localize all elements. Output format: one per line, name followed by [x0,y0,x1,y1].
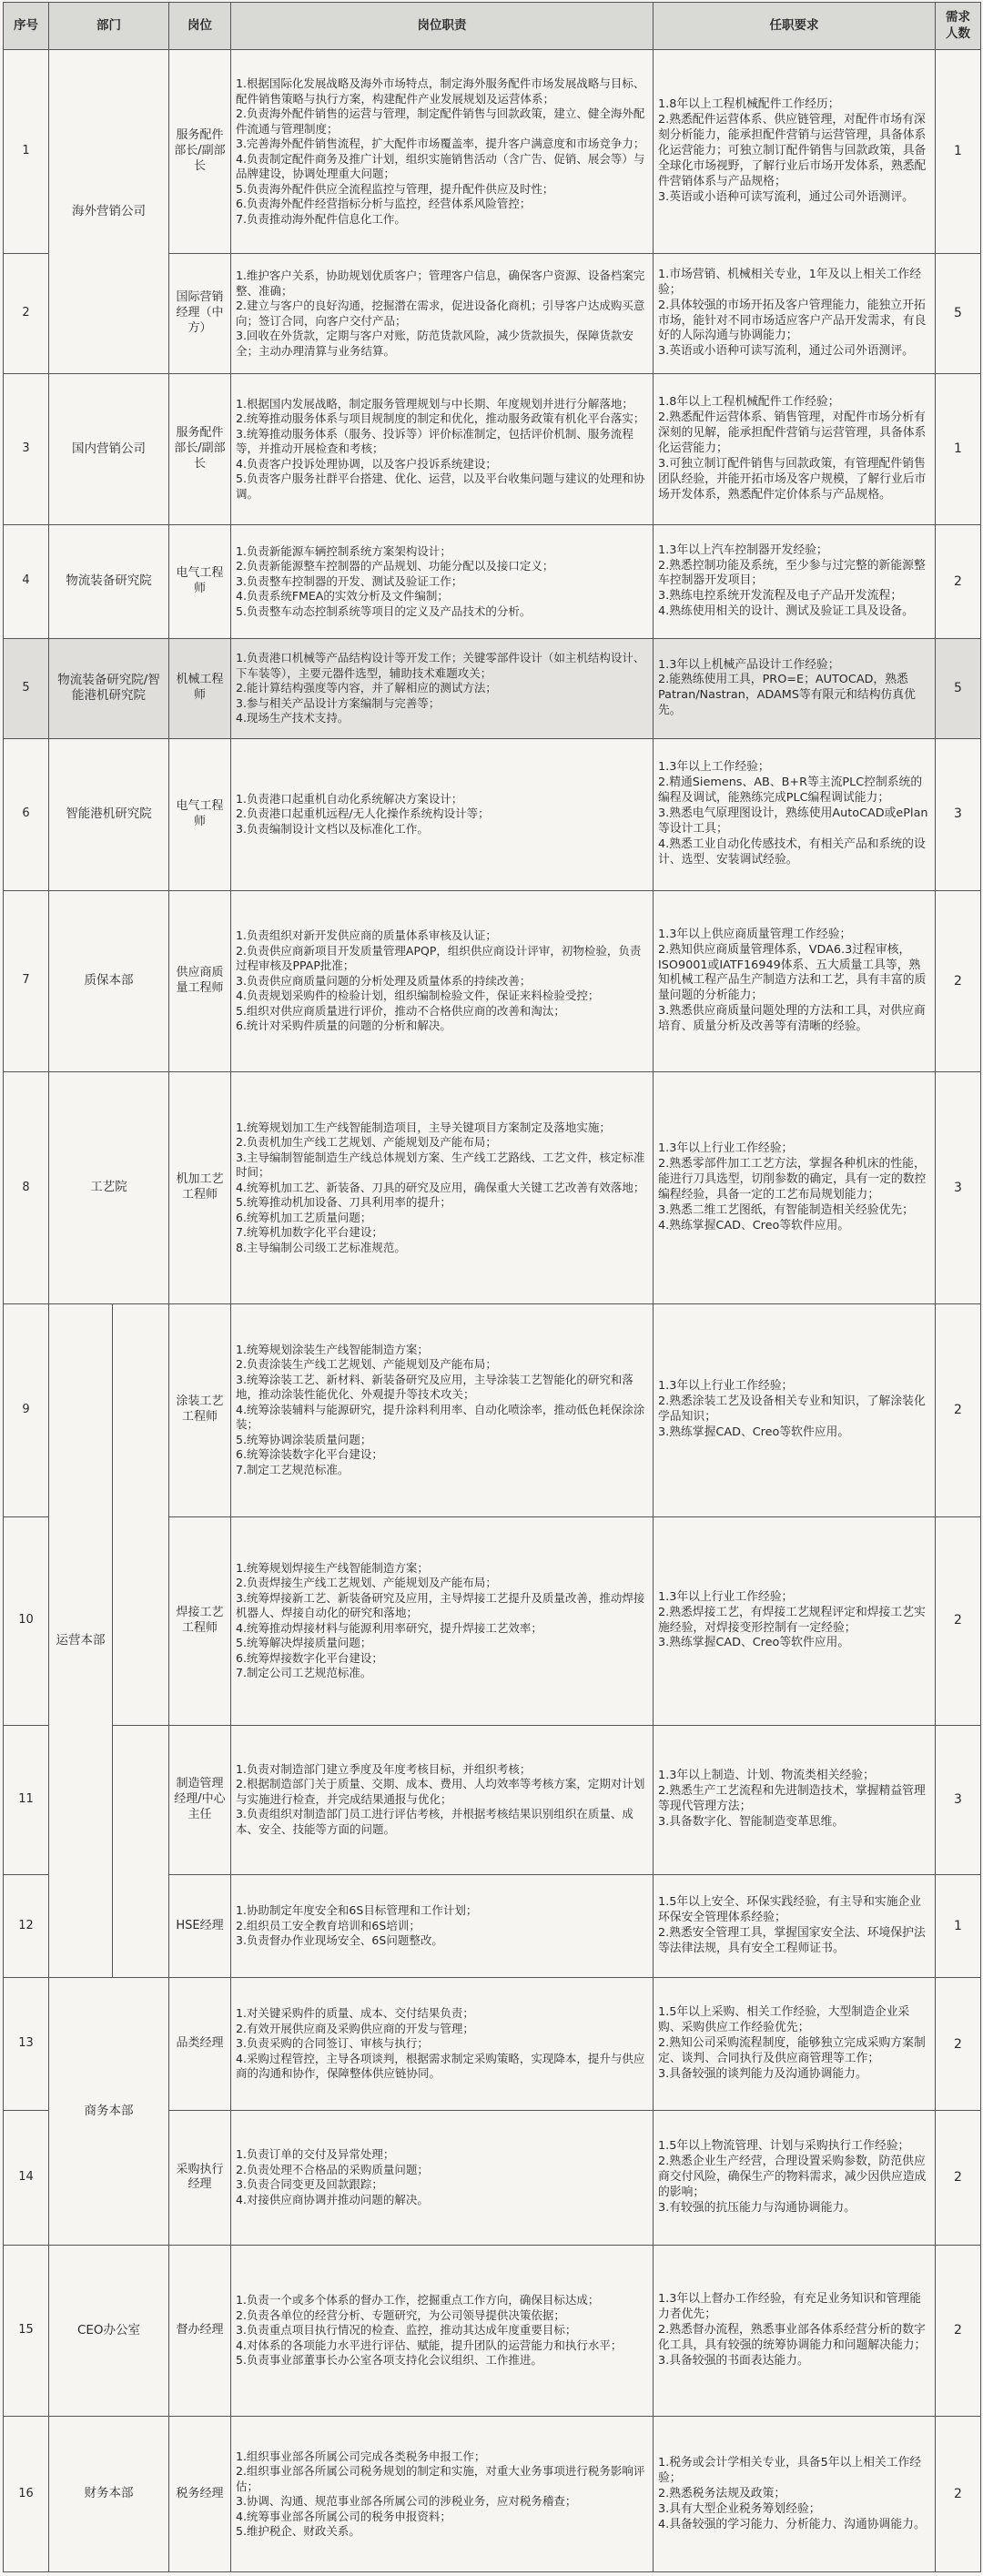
row-number: 15 [4,2245,49,2417]
table-row [4,374,981,525]
headcount-cell: 5 [936,639,981,739]
headcount-cell: 2 [936,2417,981,2572]
table-row [4,1978,981,2111]
requirements-cell: 1.3年以上工作经验； 2.精通Siemens、AB、B+R等主流PLC控制系统的编程及调试，能熟练完成PLC编程调试能力； 3.熟悉电气原理图设计，熟练使用AutoCAD或ePlan等设计工具； 4.熟悉工业自动化传感技术，有相关产品和系统的设计、选型、安装调试经验。 [654,738,936,890]
duties-cell: 1.负责组织对新开发供应商的质量体系审核及认证； 2.负责供应商新项目开发质量管理APQP，组织供应商设计评审，初物检验，负责过程审核及PPAP批准； 3.负责供应商质量问题的分析处理及质量体系的持续改善； 4.负责规划采购件的检验计划，组织编制检验文件，保证来料检验受控； 5.组织对供应商质量进行评价，推动不合格供应商的改善和淘汰； 6.统计对采购件质量的问题的分析和解决。 [231,890,654,1072]
table-row [4,2417,981,2572]
department-cell: 智能港机研究院 [49,738,169,890]
duties-cell: 1.负责一个或多个体系的督办工作，挖掘重点工作方向，确保目标达成； 2.负责各单位的经营分析、专题研究，为公司领导提供决策依据； 3.负责重点项目执行情况的检查、监控，推动其达成年度重要目标； 4.对体系的各项能力水平进行评估、赋能，提升团队的运营能力和执行水平； 5.负责事业部董事长办公室各项支持化会议组织、工作推进。 [231,2245,654,2417]
requirements-cell: 1.3年以上行业工作经验； 2.熟悉焊接工艺，有焊接工艺规程评定和焊接工艺实施经验，对焊接变形控制有一定经验； 3.熟练掌握CAD、Creo等软件应用。 [654,1516,936,1725]
header-requirements: 任职要求 [654,3,936,50]
row-number: 3 [4,374,49,525]
position-cell: 税务经理 [169,2417,231,2572]
sub-department-cell [113,1303,169,1725]
row-number: 2 [4,254,49,374]
requirements-cell: 1.3年以上供应商质量管理工作经验； 2.熟知供应商质量管理体系，VDA6.3过程审核，ISO9001或IATF16949体系、五大质量工具等，熟知机械工程产品生产制造方法和工艺，具有丰富的质量问题的分析能力； 3.熟悉供应商质量问题处理的方法和工具，对供应商培育、质量分析及改善等有清晰的经验。 [654,890,936,1072]
requirements-cell: 1.3年以上汽车控制器开发经验； 2.熟悉控制功能及系统，至少参与过完整的新能源整车控制器开发项目； 3.熟练电控系统开发流程及电子产品开发流程； 4.熟练使用相关的设计、测试及验证工具及设备。 [654,524,936,638]
duties-cell: 1.负责订单的交付及异常处理； 2.负责处理不合格品的采购质量问题； 3.负责合同变更及回款跟踪； 4.对接供应商协调并推动问题的解决。 [231,2111,654,2245]
row-number: 10 [4,1516,49,1725]
job-requirements-table [3,2,981,2572]
duties-cell: 1.负责对制造部门建立季度及年度考核目标，并组织考核； 2.根据制造部门关于质量、交期、成本、费用、人均效率等考核方案，定期对计划与实施进行检查，并完成结果通报与优化； 3.负责组织对制造部门员工进行评估考核，并根据考核结果识别组织在质量、成本、安全、技能等方面的问题。 [231,1725,654,1874]
position-cell: 采购执行经理 [169,2111,231,2245]
requirements-cell: 1.8年以上工程机械配件工作经验； 2.熟悉配件运营体系、销售管理，对配件市场分析有深刻的见解，能承担配件营销与运营管理，具备体系化运营能力； 3.可独立制订配件销售与回款政策，有管理配件销售团队经验，并能开拓市场及客户规模，了解行业后市场开发体系，熟悉配件定价体系与产品规格。 [654,374,936,525]
position-cell: 国际营销经理（中方） [169,254,231,374]
row-number: 6 [4,738,49,890]
requirements-cell: 1.3年以上督办工作经验，有充足业务知识和管理能力者优先； 2.熟悉督办流程，熟悉事业部各体系经营分析的数字化工具，具有较强的统筹协调能力和问题解决能力； 3.具备较强的书面表达能力。 [654,2245,936,2417]
headcount-cell: 3 [936,1072,981,1304]
row-number: 11 [4,1725,49,1874]
table-header-row [4,3,981,50]
headcount-cell: 1 [936,50,981,254]
duties-cell: 1.统筹规划焊接生产线智能制造方案； 2.负责焊接生产线工艺规划、产能规划及产能布局； 3.统筹焊接新工艺、新装备研究及应用，主导焊接工艺提升及质量改善，推动焊接机器人、焊接自动化的研究和落地； 4.统筹推动焊接材料与能源利用率研究，提升焊接工艺效率； 5.统筹解决焊接质量问题； 6.统筹焊接数字化平台建设； 7.制定公司工艺规范标准。 [231,1516,654,1725]
duties-cell: 1.根据国际化发展战略及海外市场特点，制定海外服务配件市场发展战略与目标、配件销售策略与执行方案，构建配件产业发展规划及运营体系； 2.负责海外配件销售的运营与管理，制定配件销售与回款政策，建立、健全海外配件流通与管理制度； 3.完善海外配件销售流程，扩大配件市场覆盖率，提升客户满意度和市场竞争力； 4.负责制定配件商务及推广计划，组织实施销售活动（含广告、促销、展会等）与品牌建设，协调处理重大问题； 5.负责海外配件供应全流程监控与管理，提升配件供应及时性； 6.负责海外配件经营指标分析与监控，经营体系风险管控； 7.负责推动海外配件信息化工作。 [231,50,654,254]
requirements-cell: 1.8年以上工程机械配件工作经历； 2.熟悉配件运营体系、供应链管理，对配件市场有深刻分析能力，能承担配件营销与运营管理，具备体系化运营能力；可独立制订配件销售与回款政策，具备全球化市场视野，了解行业后市场开发体系，熟悉配件营销体系与产品规格； 3.英语或小语种可读写流利，通过公司外语测评。 [654,50,936,254]
row-number: 9 [4,1303,49,1516]
requirements-cell: 1.5年以上物流管理、计划与采购执行工作经验； 2.熟悉企业生产经营，合理设置采购参数，防范供应商交付风险，确保生产的物料需求，减少因供应造成的影响； 3.有较强的抗压能力与沟通协调能力。 [654,2111,936,2245]
department-cell: 运营本部 [49,1303,113,1977]
duties-cell: 1.协助制定年度安全和6S目标管理和工作计划； 2.组织员工安全教育培训和6S培训； 3.负责督办作业现场安全、6S问题整改。 [231,1874,654,1977]
row-number: 14 [4,2111,49,2245]
department-cell: 财务本部 [49,2417,169,2572]
headcount-cell: 2 [936,1303,981,1516]
table-row [4,890,981,1072]
duties-cell: 1.负责港口起重机自动化系统解决方案设计； 2.负责港口起重机远程/无人化操作系统构设计等； 3.负责编制设计文档以及标准化工作。 [231,738,654,890]
sub-department-cell [113,1725,169,1978]
position-cell: 督办经理 [169,2245,231,2417]
table-row [4,50,981,254]
position-cell: 机加工艺工程师 [169,1072,231,1304]
headcount-cell: 2 [936,524,981,638]
position-cell: 供应商质量工程师 [169,890,231,1072]
department-cell: 商务本部 [49,1978,169,2245]
duties-cell: 1.负责港口机械等产品结构设计等开发工作；关键零部件设计（如主机结构设计、下车装等），主要元器件选型，辅助技术难题攻关； 2.能计算结构强度等内容，并了解相应的测试方法； 3.参与相关产品设计方案编制与完善等； 4.现场生产技术支持。 [231,639,654,739]
duties-cell: 1.对关键采购件的质量、成本、交付结果负责； 2.有效开展供应商及采购供应商的开发与管理； 3.负责采购的合同签订、审核与执行； 4.采购过程管控，主导各项谈判，根据需求制定采购策略，实现降本，提升与供应商的沟通和协作，保障整体供应链协同。 [231,1978,654,2111]
headcount-cell: 3 [936,738,981,890]
department-cell: 工艺院 [49,1072,169,1304]
table-row [4,2245,981,2417]
position-cell: 电气工程师 [169,738,231,890]
requirements-cell: 1.税务或会计学相关专业，具备5年以上相关工作经验； 2.熟悉税务法规及政策； 3.具有大型企业税务筹划经验； 4.具备较强的学习能力、分析能力、沟通协调能力。 [654,2417,936,2572]
duties-cell: 1.维护客户关系，协助规划优质客户；管理客户信息，确保客户资源、设备档案完整、准确； 2.建立与客户的良好沟通，挖掘潜在需求，促进设备化商机；引导客户达成购买意向；签订合同，向客户交付产品； 3.回收在外货款，定期与客户对账，防范货款风险，减少货款损失，保障货款安全；主动办理清算与业务结算。 [231,254,654,374]
row-number: 12 [4,1874,49,1977]
headcount-cell: 2 [936,890,981,1072]
row-number: 1 [4,50,49,254]
table-row [4,1303,981,1516]
headcount-cell: 3 [936,1725,981,1874]
duties-cell: 1.统筹规划涂装生产线智能制造方案； 2.负责涂装生产线工艺规划、产能规划及产能布局； 3.统筹涂装工艺、新材料、新装备研究及应用，主导涂装工艺智能化的研究和落地，推动涂装性能优化、外观提升等技术攻关； 4.统筹涂装辅料与能源研究，提升涂料利用率、自动化喷涂率，推动低色耗保涂涂装； 5.统筹协调涂装质量问题； 6.统筹涂装数字化平台建设； 7.制定工艺规范标准。 [231,1303,654,1516]
position-cell: HSE经理 [169,1874,231,1977]
table-row [4,1072,981,1304]
header-no: 序号 [4,3,49,50]
requirements-cell: 1.5年以上采购、相关工作经验，大型制造企业采购、采购供应工作经验优先； 2.熟知公司采购流程制度，能够独立完成采购方案制定、谈判、合同执行及供应商管理等工作； 3.具备较强的谈判能力及沟通协调能力。 [654,1978,936,2111]
position-cell: 服务配件部长/副部长 [169,374,231,525]
table-row [4,524,981,638]
position-cell: 制造管理经理/中心主任 [169,1725,231,1874]
position-cell: 电气工程师 [169,524,231,638]
table-row [4,1725,981,1874]
headcount-cell: 1 [936,1874,981,1977]
requirements-cell: 1.3年以上行业工作经验； 2.熟悉零部件加工工艺方法，掌握各种机床的性能，能进行刀具选型，切削参数的确定，具有一定的数控编程经验，具备一定的工艺布局规划能力； 3.熟悉二维工艺图纸，有智能制造相关经验优先； 4.熟练掌握CAD、Creo等软件应用。 [654,1072,936,1304]
header-dept: 部门 [49,3,169,50]
headcount-cell: 5 [936,254,981,374]
department-cell: 物流装备研究院 [49,524,169,638]
header-duties: 岗位职责 [231,3,654,50]
table-row [4,738,981,890]
row-number: 4 [4,524,49,638]
duties-cell: 1.负责新能源车辆控制系统方案架构设计； 2.负责新能源整车控制器的产品规划、功能分配以及接口定义； 3.负责整车控制器的开发、测试及验证工作； 4.负责系统FMEA的实效分析及文件编制； 5.负责整车动态控制系统等项目的定义及产品技术的分析。 [231,524,654,638]
department-cell: 质保本部 [49,890,169,1072]
header-position: 岗位 [169,3,231,50]
department-cell: 国内营销公司 [49,374,169,525]
position-cell: 焊接工艺工程师 [169,1516,231,1725]
position-cell: 服务配件部长/副部长 [169,50,231,254]
department-cell: CEO办公室 [49,2245,169,2417]
row-number: 8 [4,1072,49,1304]
requirements-cell: 1.3年以上行业工作经验； 2.熟悉涂装工艺及设备相关专业和知识，了解涂装化学品知识； 3.熟练掌握CAD、Creo等软件应用。 [654,1303,936,1516]
headcount-cell: 2 [936,2245,981,2417]
table-row [4,639,981,739]
headcount-cell: 2 [936,1978,981,2111]
headcount-cell: 2 [936,1516,981,1725]
header-count: 需求人数 [936,3,981,50]
requirements-cell: 1.3年以上制造、计划、物流类相关经验； 2.熟悉生产工艺流程和先进制造技术，掌握精益管理等现代管理方法； 3.具备数字化、智能制造变革思维。 [654,1725,936,1874]
department-cell: 物流装备研究院/智能港机研究院 [49,639,169,739]
department-cell: 海外营销公司 [49,50,169,374]
row-number: 13 [4,1978,49,2111]
duties-cell: 1.根据国内发展战略，制定服务管理规划与中长期、年度规划并进行分解落地； 2.统筹推动服务体系与项目规制度的制定和优化，推动服务政策有机化平台落实； 3.统筹推动服务体系（服务、投诉等）评价标准制定，包括评价机制、服务流程等，并推动开展检查和考核； 4.负责客户投诉处理协调，以及客户投诉系统建设； 5.负责客户服务社群平台搭建、优化、运营，以及平台收集问题与建议的处理和协调。 [231,374,654,525]
job-requirements-sheet [0,2,983,2576]
headcount-cell: 1 [936,374,981,525]
position-cell: 涂装工艺工程师 [169,1303,231,1516]
headcount-cell: 2 [936,2111,981,2245]
position-cell: 品类经理 [169,1978,231,2111]
duties-cell: 1.统筹规划加工生产线智能制造项目，主导关键项目方案制定及落地实施； 2.负责机加生产线工艺规划、产能规划及产能布局； 3.主导编制智能制造生产线总体规划方案、生产线工艺路线、工艺文件，核定标准时间； 4.统筹机加工艺、新装备、刀具的研究及应用，确保重大关键工艺改善有效落地； 5.统筹推动机加设备、刀具利用率的提升； 6.统筹机加工艺质量问题； 7.统筹机加数字化平台建设； 8.主导编制公司级工艺标准规范。 [231,1072,654,1304]
row-number: 16 [4,2417,49,2572]
requirements-cell: 1.5年以上安全、环保实践经验，有主导和实施企业环保安全管理体系经验； 2.熟悉安全管理工具，掌握国家安全法、环境保护法等法律法规，具有安全工程师证书。 [654,1874,936,1977]
requirements-cell: 1.3年以上机械产品设计工作经验； 2.能熟练使用工具，PRO=E；AUTOCAD，熟悉Patran/Nastran，ADAMS等有限元和结构仿真优先。 [654,639,936,739]
requirements-cell: 1.市场营销、机械相关专业，1年及以上相关工作经验； 2.具体较强的市场开拓及客户管理能力，能独立开拓市场，能针对不同市场适应客户产品开发需求，有良好的人际沟通与协调能力； 3.英语或小语种可读写流利，通过公司外语测评。 [654,254,936,374]
row-number: 5 [4,639,49,739]
row-number: 7 [4,890,49,1072]
duties-cell: 1.组织事业部各所属公司完成各类税务申报工作； 2.组织事业部各所属公司税务规划的制定和实施，对重大业务事项进行税务影响评估； 3.协调、沟通、规范事业部各所属公司的涉税业务，应对税务稽查； 4.统筹事业部各所属公司的税务申报资料； 5.维护税企、财政关系。 [231,2417,654,2572]
position-cell: 机械工程师 [169,639,231,739]
